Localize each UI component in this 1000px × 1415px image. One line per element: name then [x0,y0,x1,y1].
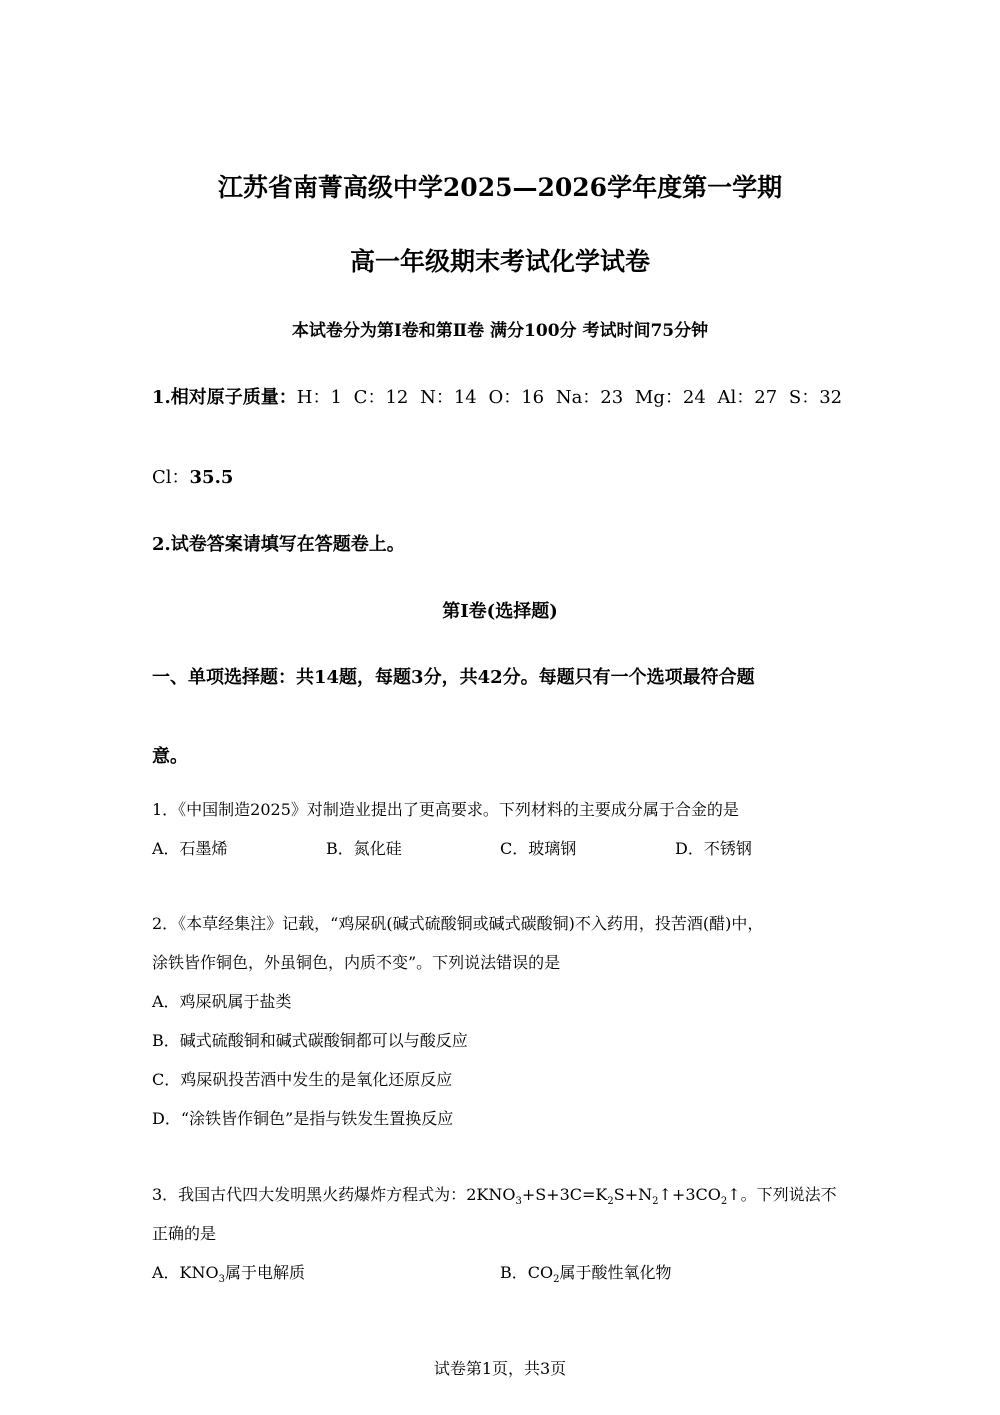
question-2-option-d: D．“涂铁皆作铜色”是指与铁发生置换反应 [152,1109,454,1128]
option-b-prefix: B．CO [500,1263,554,1282]
question-3-option-b [500,1260,672,1285]
eq-part-2: +S+3C=K [521,1185,608,1204]
question-3-option-a [152,1260,305,1285]
question-1-option-a: A．石墨烯 [152,839,228,858]
question-3-stem-suffix: 。下列说法不 [740,1185,837,1204]
eq-part-5: ↑ [727,1185,741,1204]
atomic-mass-continued [152,463,233,489]
question-1-option-d: D．不锈钢 [675,839,752,858]
option-a-sub: 3 [218,1274,226,1286]
question-1-option-c: C．玻璃钢 [500,839,577,858]
question-1-stem: 1．《中国制造2025》对制造业提出了更高要求。下列材料的主要成分属于合金的是 [152,800,739,819]
question-3-stem-line2: 正确的是 [152,1224,217,1243]
question-2-option-a: A．鸡屎矾属于盐类 [152,992,292,1011]
question-2-stem-line1: 2．《本草经集注》记载，“鸡屎矾(碱式硫酸铜或碱式碳酸铜)不入药用，投苦酒(醋)中， [152,914,764,933]
eq-part-4: ↑+3CO [658,1185,721,1204]
question-3-stem-prefix: 3．我国古代四大发明黑火药爆炸方程式为： [152,1185,467,1204]
option-b-suffix: 属于酸性氧化物 [559,1263,672,1282]
question-1-option-b: B．氮化硅 [326,839,402,858]
part-instructions-line2: 意。 [152,746,188,767]
exam-title-line1: 江苏省南菁高级中学2025—2026学年度第一学期 [217,173,783,202]
atomic-mass-line [152,383,842,409]
section-heading: 第Ⅰ卷(选择题) [442,601,558,622]
eq-sub-2: 2 [607,1196,614,1208]
eq-sub-4: 2 [720,1196,728,1208]
eq-sub-3: 2 [652,1196,659,1208]
eq-part-1: 2KNO [466,1185,516,1204]
answer-note: 2.试卷答案请填写在答题卷上。 [152,534,405,555]
question-3-equation [466,1185,741,1208]
exam-title-line2: 高一年级期末考试化学试卷 [349,247,650,276]
atomic-mass-label: 1.相对原子质量： [152,387,297,408]
question-2-stem-line2: 涂铁皆作铜色，外虽铜色，内质不变”。下列说法错误的是 [152,953,561,972]
question-2-option-b: B．碱式硫酸铜和碱式碳酸铜都可以与酸反应 [152,1031,468,1050]
page-footer: 试卷第1页，共3页 [433,1359,567,1378]
part-instructions-line1: 一、单项选择题：共14题，每题3分，共42分。每题只有一个选项最符合题 [152,667,755,688]
option-b-sub: 2 [553,1274,560,1286]
exam-subtitle: 本试卷分为第Ⅰ卷和第Ⅱ卷 满分100分 考试时间75分钟 [291,321,709,341]
eq-sub-1: 3 [515,1196,522,1208]
eq-part-3: S+N [613,1185,653,1204]
option-a-suffix: 属于电解质 [225,1263,306,1282]
atomic-mass-cl: Cl： [152,467,190,488]
question-2-option-c: C．鸡屎矾投苦酒中发生的是氧化还原反应 [152,1070,453,1089]
atomic-mass-cl-value: 35.5 [189,467,234,488]
question-3-stem-line1 [152,1182,837,1207]
option-a-prefix: A．KNO [152,1263,219,1282]
atomic-mass-values: H：1 C：12 N：14 O：16 Na：23 Mg：24 Al：27 S：32 [296,387,843,408]
